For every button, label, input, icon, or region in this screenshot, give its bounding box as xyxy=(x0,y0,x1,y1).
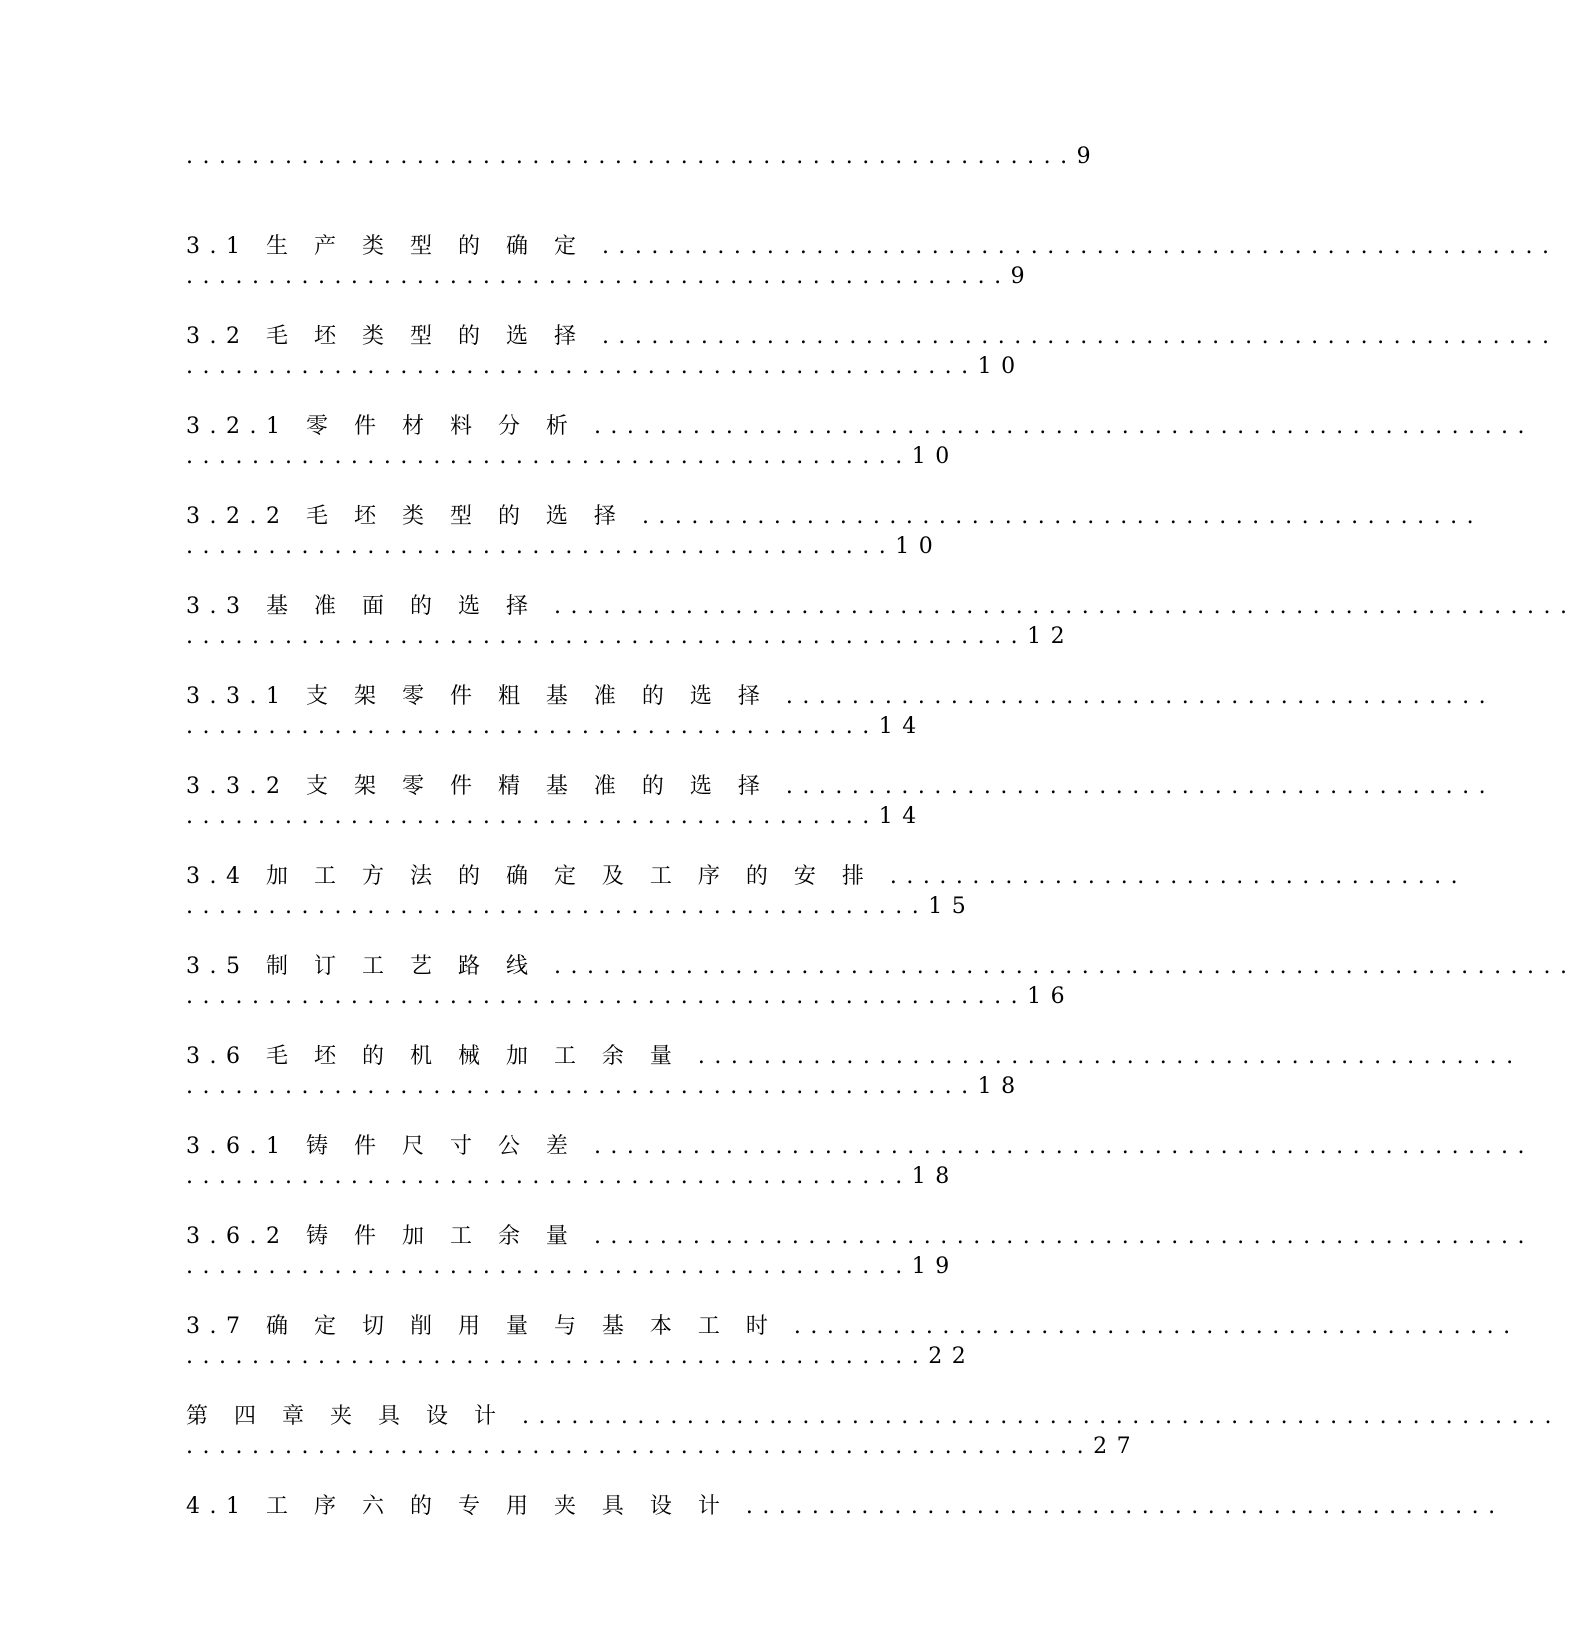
toc-entry-3-6-2 xyxy=(186,1222,1535,1312)
leader-dots: ................................................ xyxy=(186,1074,978,1099)
page-number: 10 xyxy=(895,534,943,559)
toc-entry-3-2-2 xyxy=(186,502,1484,592)
page-number: 18 xyxy=(977,1074,1025,1099)
toc-entry-page-line xyxy=(186,712,926,742)
leader-dots: .............................................. xyxy=(745,1494,1505,1519)
leader-dots: ................................................... xyxy=(186,984,1028,1009)
leader-dots: ................................................ xyxy=(186,354,978,379)
toc-entry-title-line xyxy=(186,1402,1561,1432)
leader-dots: .......................................................... xyxy=(601,324,1559,349)
leader-dots: ............................................. xyxy=(186,1344,929,1369)
toc-entry-title-line xyxy=(186,1222,1534,1252)
leader-dots: .............................................................. xyxy=(553,954,1577,979)
toc-entry-line xyxy=(186,142,1100,172)
leader-dots: ......................................................... xyxy=(593,1224,1535,1249)
leader-dots: ................................................... xyxy=(186,624,1028,649)
page-number: 10 xyxy=(911,444,959,469)
toc-entry-title-line xyxy=(186,1042,1523,1072)
toc-entry-3-7 xyxy=(186,1312,1520,1402)
leader-dots: ................................................... xyxy=(641,504,1484,529)
toc-entry-page-line xyxy=(186,802,926,832)
toc-entry-3-2 xyxy=(186,322,1559,412)
toc-entry-page-line xyxy=(186,1252,959,1282)
leader-dots: ......................................................... xyxy=(593,1134,1535,1159)
toc-entry-title-line xyxy=(186,1492,1505,1522)
leader-dots: ............................................. xyxy=(186,894,929,919)
leader-dots: ....................................................... xyxy=(186,1434,1094,1459)
leader-dots: .................................................. xyxy=(697,1044,1523,1069)
entry-title: 3.3 基 准 面 的 选 择 xyxy=(186,594,554,619)
entry-title: 3.6 毛 坯 的 机 械 加 工 余 量 xyxy=(186,1044,698,1069)
toc-entry-title-line xyxy=(186,592,1577,622)
entry-title: 3.6.1 铸 件 尺 寸 公 差 xyxy=(186,1134,594,1159)
toc-entry-3-4 xyxy=(186,862,1468,952)
toc-entry-page-line xyxy=(186,1162,959,1192)
leader-dots: ...................................................... xyxy=(186,144,1077,169)
toc-entry-chapter-4 xyxy=(186,1402,1562,1492)
leader-dots: .............................................................. xyxy=(553,594,1577,619)
toc-entry-title-line xyxy=(186,862,1467,892)
page-number: 16 xyxy=(1027,984,1075,1009)
page-number: 19 xyxy=(911,1254,959,1279)
toc-entry-continued xyxy=(186,142,1104,232)
toc-entry-3-3-1 xyxy=(186,682,1496,772)
toc-entry-4-1 xyxy=(186,1492,1505,1582)
toc-entry-page-line xyxy=(186,262,1034,292)
toc-entry-3-1 xyxy=(186,232,1559,322)
toc-entry-title-line xyxy=(186,502,1483,532)
table-of-contents xyxy=(186,142,1577,1582)
page-number: 10 xyxy=(977,354,1025,379)
entry-title: 3.6.2 铸 件 加 工 余 量 xyxy=(186,1224,594,1249)
toc-entry-title-line xyxy=(186,682,1495,712)
entry-title: 第 四 章 夹 具 设 计 xyxy=(186,1404,522,1429)
leader-dots: ................................... xyxy=(889,864,1468,889)
entry-title: 3.3.2 支 架 零 件 精 基 准 的 选 择 xyxy=(186,774,786,799)
leader-dots: ............................................................... xyxy=(521,1404,1562,1429)
leader-dots: ........................................... xyxy=(785,774,1496,799)
entry-title: 3.7 确 定 切 削 用 量 与 基 本 工 时 xyxy=(186,1314,794,1339)
page-number: 15 xyxy=(928,894,976,919)
page-number: 27 xyxy=(1093,1434,1141,1459)
page-number: 9 xyxy=(1010,264,1035,289)
entry-title: 3.4 加 工 方 法 的 确 定 及 工 序 的 安 排 xyxy=(186,864,890,889)
entry-title: 3.2.1 零 件 材 料 分 析 xyxy=(186,414,594,439)
toc-entry-3-6 xyxy=(186,1042,1523,1132)
toc-entry-title-line xyxy=(186,322,1559,352)
page-number: 14 xyxy=(878,714,926,739)
leader-dots: ............................................ xyxy=(186,1254,912,1279)
entry-title: 3.2.2 毛 坯 类 型 的 选 择 xyxy=(186,504,642,529)
leader-dots: ............................................ xyxy=(186,444,912,469)
toc-entry-title-line xyxy=(186,412,1534,442)
toc-entry-page-line xyxy=(186,1072,1025,1102)
toc-entry-3-6-1 xyxy=(186,1132,1535,1222)
leader-dots: .......................................................... xyxy=(601,234,1559,259)
entry-title: 3.3.1 支 架 零 件 粗 基 准 的 选 择 xyxy=(186,684,786,709)
leader-dots: .......................................... xyxy=(186,804,879,829)
toc-entry-page-line xyxy=(186,1432,1140,1462)
page-number: 18 xyxy=(911,1164,959,1189)
page-number: 12 xyxy=(1027,624,1075,649)
leader-dots: ........................................... xyxy=(186,534,896,559)
toc-entry-title-line xyxy=(186,772,1495,802)
toc-entry-page-line xyxy=(186,442,959,472)
toc-entry-title-line xyxy=(186,1312,1520,1342)
toc-entry-title-line xyxy=(186,232,1559,262)
entry-title: 3.5 制 订 工 艺 路 线 xyxy=(186,954,554,979)
toc-entry-3-2-1 xyxy=(186,412,1535,502)
page-number: 9 xyxy=(1076,144,1101,169)
page-number: 22 xyxy=(928,1344,976,1369)
leader-dots: ............................................ xyxy=(186,1164,912,1189)
toc-entry-3-3-2 xyxy=(186,772,1496,862)
leader-dots: ........................................... xyxy=(785,684,1496,709)
toc-entry-title-line xyxy=(186,952,1577,982)
page-number: 14 xyxy=(878,804,926,829)
leader-dots: ............................................ xyxy=(793,1314,1520,1339)
toc-entry-title-line xyxy=(186,1132,1534,1162)
entry-title: 3.1 生 产 类 型 的 确 定 xyxy=(186,234,602,259)
toc-entry-page-line xyxy=(186,352,1025,382)
toc-entry-page-line xyxy=(186,622,1074,652)
entry-title: 3.2 毛 坯 类 型 的 选 择 xyxy=(186,324,602,349)
toc-entry-page-line xyxy=(186,532,942,562)
toc-entry-page-line xyxy=(186,892,975,922)
entry-title: 4.1 工 序 六 的 专 用 夹 具 设 计 xyxy=(186,1494,746,1519)
toc-entry-page-line xyxy=(186,1342,975,1372)
leader-dots: .......................................... xyxy=(186,714,879,739)
leader-dots: ......................................................... xyxy=(593,414,1535,439)
toc-entry-page-line xyxy=(186,982,1074,1012)
toc-entry-3-5 xyxy=(186,952,1577,1042)
leader-dots: .................................................. xyxy=(186,264,1011,289)
toc-entry-3-3 xyxy=(186,592,1577,682)
